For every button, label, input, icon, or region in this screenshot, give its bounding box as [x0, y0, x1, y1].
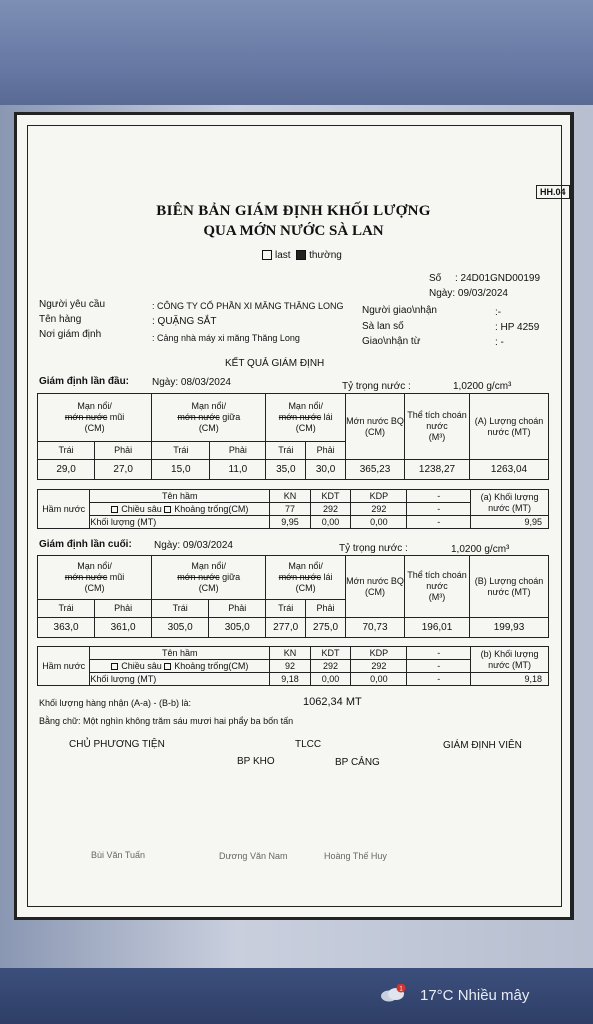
ngay-value: Ngày: 09/03/2024 [429, 288, 508, 299]
phai-3: Phải [306, 442, 346, 460]
khoi-luong-label-2: Khối lượng (MT) [90, 673, 270, 686]
nguoi-giao-label: Người giao\nhận [362, 305, 437, 316]
noi-gd-value: : Cảng nhà máy xi măng Thăng Long [152, 333, 300, 343]
trai-4: Trái [38, 600, 95, 618]
ty-trong-label-2: Tỷ trọng nước : [339, 543, 408, 554]
table-cell: 0,00 [351, 673, 407, 686]
ty-trong-value-2: 1,0200 g/cm³ [451, 544, 510, 555]
dash-cell: - [407, 503, 471, 516]
first-draft-table [37, 393, 549, 480]
last-checkbox[interactable] [262, 250, 272, 260]
phai-5: Phải [209, 600, 266, 618]
last-tank-table [37, 646, 549, 686]
table-cell: 35,0 [266, 460, 306, 480]
sa-lan-value: : HP 4259 [495, 322, 540, 333]
phai-1: Phải [95, 442, 152, 460]
giao-label: Giao\nhận từ [362, 336, 421, 347]
bang-chu: Bằng chữ: Một nghìn không trăm sáu mươi hai phẩy ba bốn tấn [39, 716, 294, 726]
first-tank-table [37, 489, 549, 529]
table-cell: 30,0 [306, 460, 346, 480]
so-value: : 24D01GND00199 [455, 273, 541, 284]
last-tank-total: 9,18 [471, 673, 549, 686]
dash-cell: - [407, 490, 471, 503]
so-label: Số [429, 273, 442, 284]
nguoi-yeu-cau-value: : CÔNG TY CỔ PHẦN XI MĂNG THĂNG LONG [152, 301, 344, 311]
nguoi-giao-value: :- [495, 307, 502, 318]
table-cell: 1238,27 [405, 460, 470, 480]
last-draft-table [37, 555, 549, 638]
table-cell: 0,00 [310, 516, 351, 529]
kdt-hdr-2: KDT [310, 647, 351, 660]
notification-badge: 1 [399, 986, 403, 993]
gd-cuoi-label: Giám định lần cuối: [39, 539, 132, 550]
kdt-hdr: KDT [310, 490, 351, 503]
document-page [17, 115, 570, 917]
dash-cell: - [407, 516, 471, 529]
ham-nuoc-label: Hầm nước [38, 490, 90, 529]
table-cell: 92 [270, 660, 311, 673]
hdr-the-tich-2: Thể tích choán nước (M³) [405, 556, 470, 618]
first-tank-total: 9,95 [471, 516, 549, 529]
kdp-hdr-2: KDP [351, 647, 407, 660]
table-cell: 9,95 [270, 516, 311, 529]
kdp-hdr: KDP [351, 490, 407, 503]
table-cell: 305,0 [152, 618, 209, 638]
giao-value: : - [495, 337, 504, 348]
dash-cell: - [407, 673, 471, 686]
chieu-sau-cell: Chiều sâu Khoảng trống(CM) [90, 503, 270, 516]
table-cell: 1263,04 [470, 460, 549, 480]
table-cell: 305,0 [209, 618, 266, 638]
kl-hang-label: Khối lượng hàng nhận (A-a) - (B-b) là: [39, 698, 191, 708]
gd-cuoi-date: Ngày: 09/03/2024 [154, 540, 233, 551]
signature-2: Dương Văn Nam [219, 851, 288, 861]
hdr-the-tich: Thể tích choán nước (M³) [405, 394, 470, 460]
table-cell: 365,23 [346, 460, 405, 480]
khoi-luong-label: Khối lượng (MT) [90, 516, 270, 529]
table-cell: 11,0 [210, 460, 266, 480]
hdr-mui: Mạn nổi/ mớn nước mũi (CM) [38, 394, 152, 442]
kl-hang-value: 1062,34 MT [303, 696, 362, 708]
hdr-mon-bq: Mớn nước BQ (CM) [346, 394, 405, 460]
ten-ham-hdr: Tên hầm [90, 490, 270, 503]
table-cell: 292 [351, 503, 407, 516]
table-cell: 275,0 [306, 618, 346, 638]
hdr-giua-2: Mạn nổi/ mớn nước giữa (CM) [152, 556, 266, 600]
gd-dau-label: Giám định lần đầu: [39, 376, 130, 387]
weather-desc: Nhiều mây [457, 987, 530, 1004]
trai-1: Trái [38, 442, 95, 460]
ten-ham-hdr-2: Tên hầm [90, 647, 270, 660]
dash-cell: - [407, 647, 471, 660]
hdr-lai: Mạn nổi/ mớn nước lái (CM) [266, 394, 346, 442]
tlcc: TLCC [295, 739, 322, 750]
sa-lan-label: Sà lan số [362, 321, 404, 332]
table-cell: 292 [310, 503, 351, 516]
form-code: HH.04 [536, 185, 570, 199]
nguoi-yeu-cau-label: Người yêu cầu [39, 299, 106, 310]
ket-qua-heading: KẾT QUẢ GIÁM ĐỊNH [225, 358, 325, 369]
b-kl-hdr: (b) Khối lượng nước (MT) [471, 647, 549, 673]
hdr-mon-bq-2: Mớn nước BQ (CM) [346, 556, 405, 618]
phai-2: Phải [210, 442, 266, 460]
hdr-b: (B) Lượng choán nước (MT) [470, 556, 549, 618]
trai-6: Trái [266, 600, 306, 618]
trai-3: Trái [266, 442, 306, 460]
chieu-sau-cell-2: Chiều sâu Khoảng trống(CM) [90, 660, 270, 673]
table-cell: 70,73 [346, 618, 405, 638]
table-cell: 363,0 [38, 618, 95, 638]
a-kl-hdr: (a) Khối lượng nước (MT) [471, 490, 549, 516]
thuong-checkbox[interactable] [296, 250, 306, 260]
trai-5: Trái [152, 600, 209, 618]
hdr-lai-2: Mạn nổi/ mớn nước lái (CM) [266, 556, 346, 600]
signature-1: Bùi Văn Tuấn [91, 850, 146, 860]
table-cell: 29,0 [38, 460, 95, 480]
phai-6: Phải [306, 600, 346, 618]
table-cell: 9,18 [270, 673, 311, 686]
table-cell: 15,0 [152, 460, 210, 480]
chu-phuong-tien: CHỦ PHƯƠNG TIỆN [69, 739, 165, 750]
table-cell: 77 [270, 503, 311, 516]
title-line-2: QUA MỚN NƯỚC SÀ LAN [203, 223, 384, 239]
table-cell: 277,0 [266, 618, 306, 638]
weather-widget[interactable] [420, 987, 529, 1004]
table-cell: 292 [351, 660, 407, 673]
table-cell: 0,00 [310, 673, 351, 686]
table-cell: 292 [310, 660, 351, 673]
table-cell: 27,0 [95, 460, 152, 480]
monitor-bezel [0, 0, 593, 115]
title-line-1: BIÊN BẢN GIÁM ĐỊNH KHỐI LƯỢNG [156, 203, 431, 219]
trai-2: Trái [152, 442, 210, 460]
ten-hang-label: Tên hàng [39, 314, 82, 325]
kn-hdr-2: KN [270, 647, 311, 660]
bp-kho: BP KHO [237, 756, 275, 767]
dash-cell: - [407, 660, 471, 673]
kn-hdr: KN [270, 490, 311, 503]
table-cell: 196,01 [405, 618, 470, 638]
thuong-label: thường [309, 250, 342, 261]
giam-dinh-vien: GIÁM ĐỊNH VIÊN [443, 740, 522, 751]
table-cell: 199,93 [470, 618, 549, 638]
ten-hang-value: : QUẶNG SẮT [152, 316, 217, 327]
signature-3: Hoàng Thế Huy [324, 851, 387, 861]
table-cell: 0,00 [351, 516, 407, 529]
cloud-icon[interactable] [380, 984, 406, 1002]
hdr-a: (A) Lượng choán nước (MT) [470, 394, 549, 460]
last-label: last [275, 250, 291, 261]
weather-temp: 17°C [420, 987, 454, 1004]
phai-4: Phải [95, 600, 152, 618]
ham-nuoc-label-2: Hầm nước [38, 647, 90, 686]
hdr-giua: Mạn nổi/ mớn nước giữa (CM) [152, 394, 266, 442]
bp-cang: BP CẢNG [335, 757, 380, 768]
hdr-mui-2: Mạn nổi/ mớn nước mũi (CM) [38, 556, 152, 600]
ty-trong-label: Tỷ trọng nước : [342, 381, 411, 392]
noi-gd-label: Nơi giám định [39, 329, 102, 340]
ty-trong-value: 1,0200 g/cm³ [453, 381, 512, 392]
type-checkboxes [262, 250, 342, 261]
gd-dau-date: Ngày: 08/03/2024 [152, 377, 231, 388]
table-cell: 361,0 [95, 618, 152, 638]
